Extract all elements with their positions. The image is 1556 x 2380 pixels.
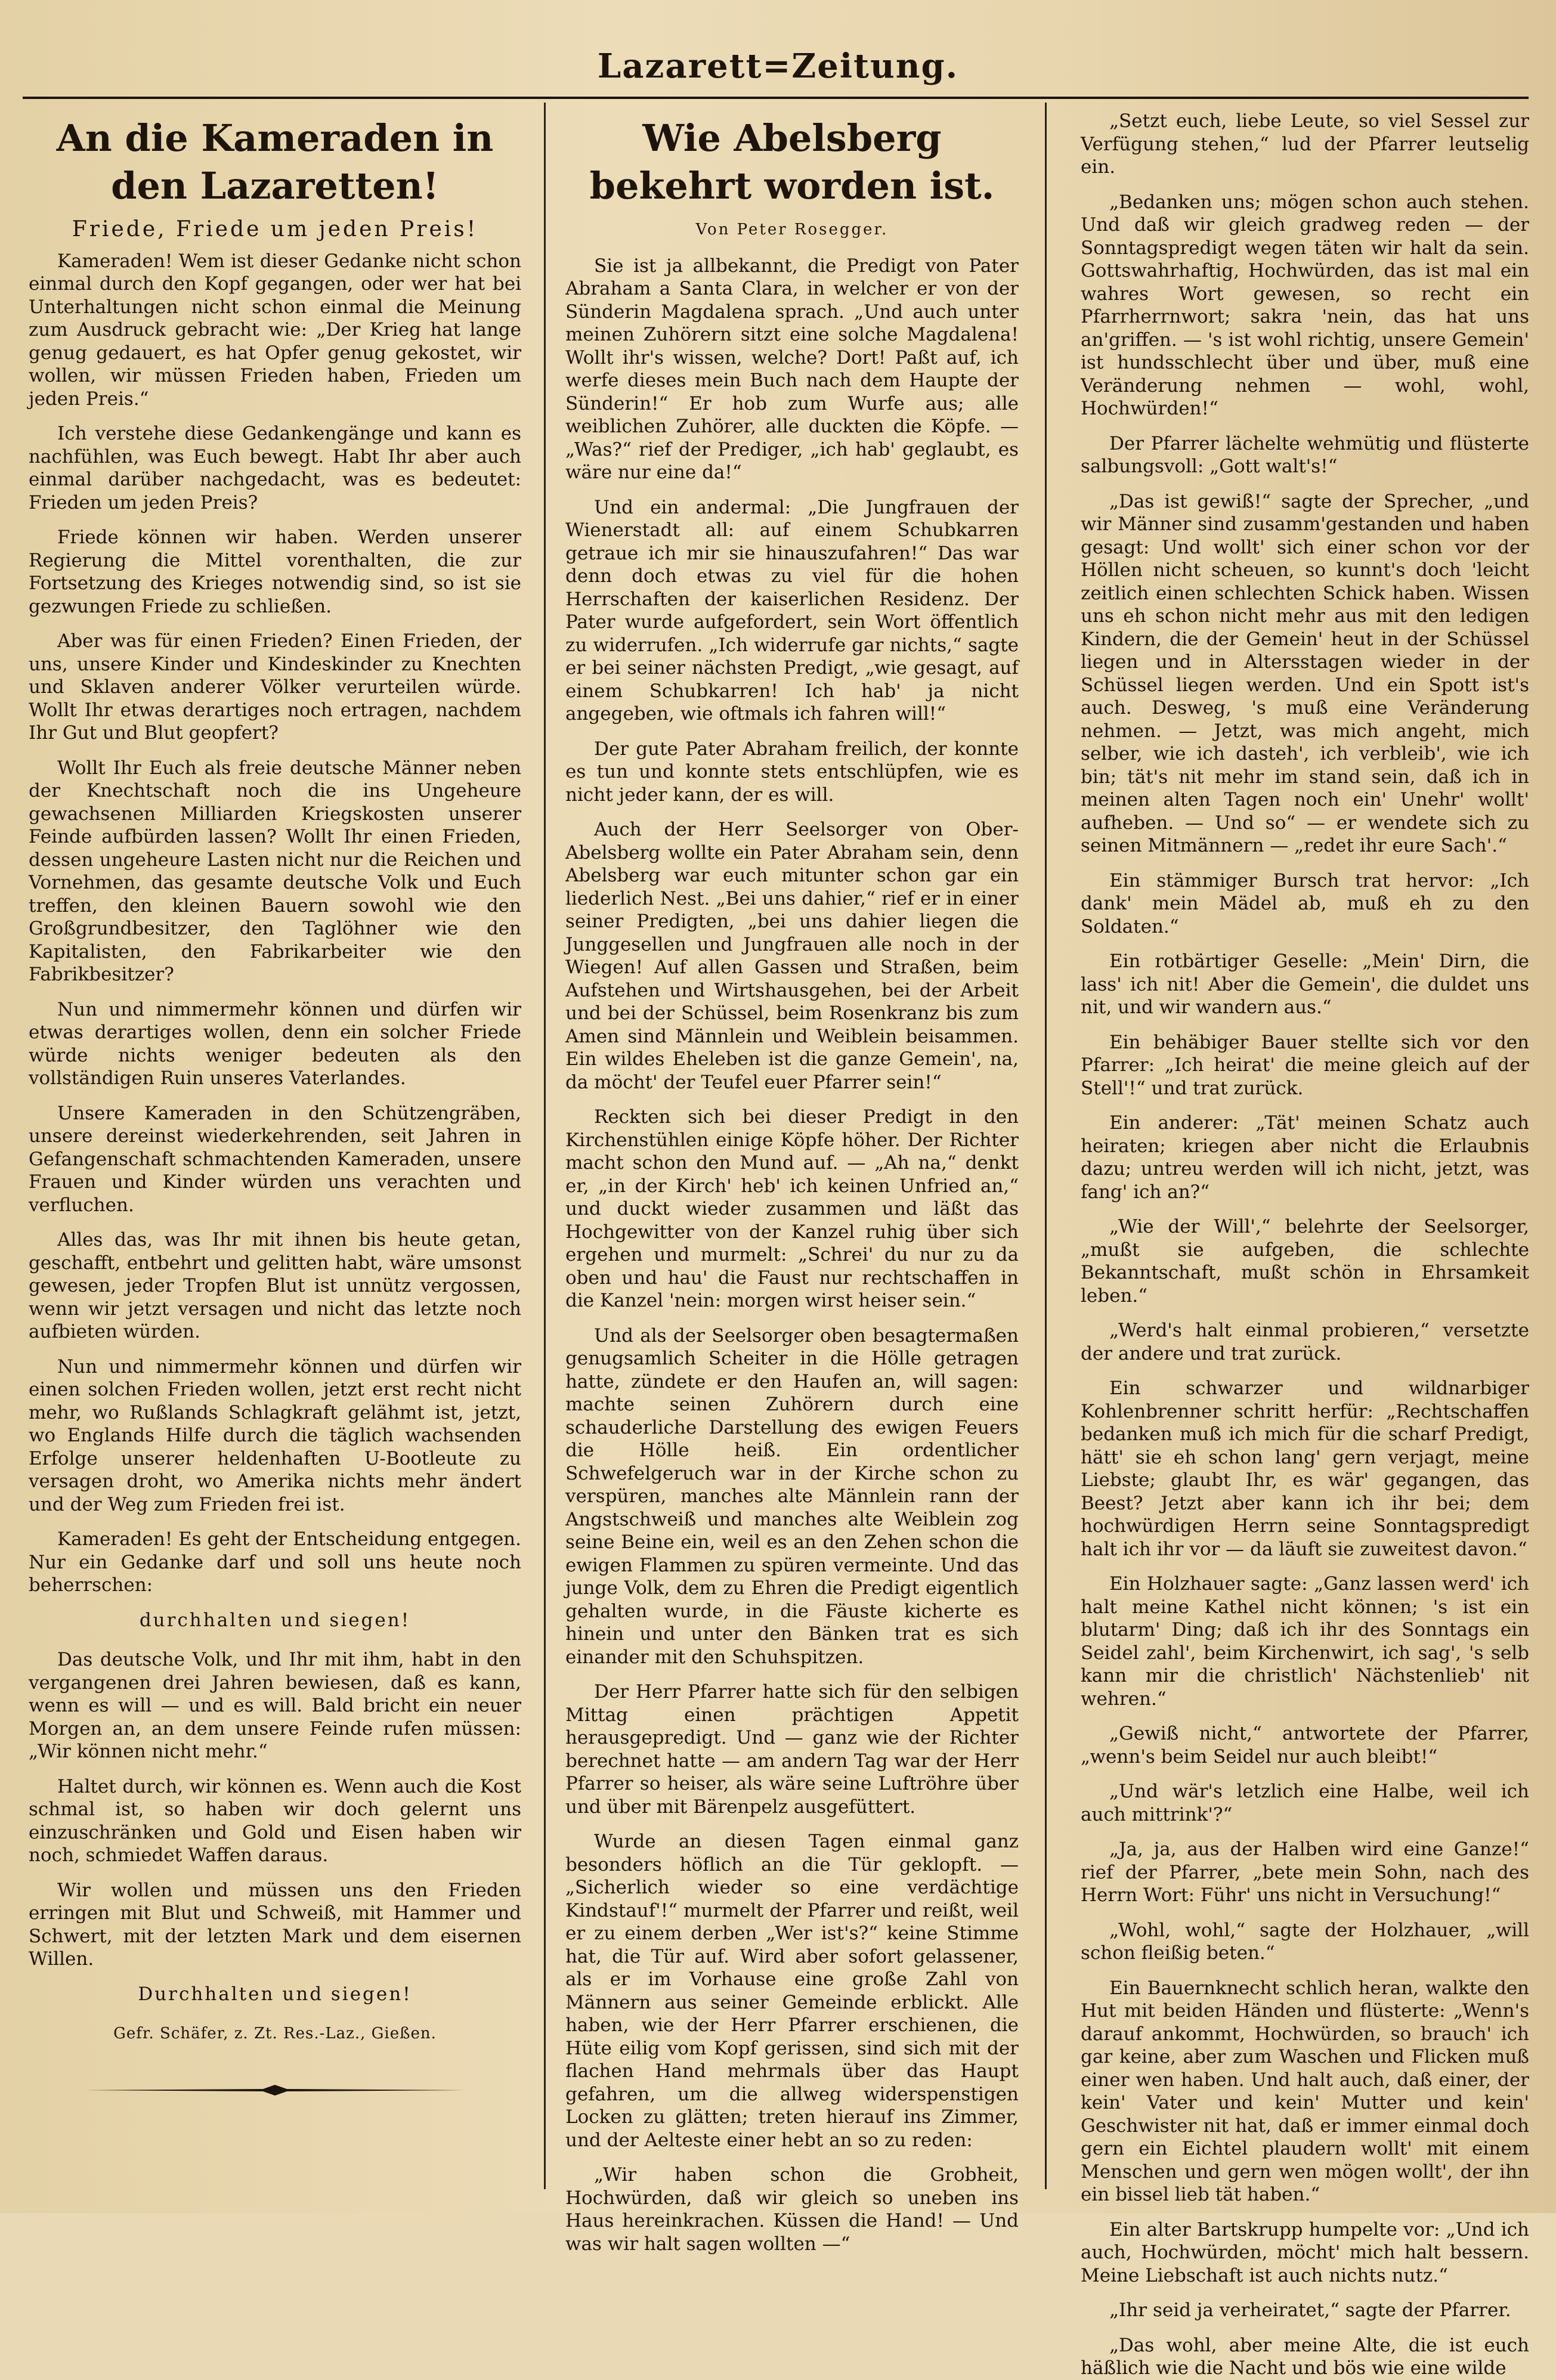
article2-paragraph: Der Pfarrer lächelte wehmütig und flüsterte salbungsvoll: „Gott walt's!“ — [1081, 432, 1529, 477]
column-1 — [29, 110, 521, 2177]
article2-paragraph: „Setzt euch, liebe Leute, so viel Sessel zur Verfügung stehen,“ lud der Pfarrer leutselig ein. — [1081, 110, 1529, 178]
article2-byline: Von Peter Rosegger. — [695, 221, 889, 239]
article1-subtitle: Friede, Friede um jeden Preis! — [72, 217, 478, 242]
article2-paragraph: Ein schwarzer und wildnarbiger Kohlenbrenner schritt herfür: „Rechtschaffen bedanken muß ich mich für die scharf Predigt, hätt' sie eh schon lang' gern verjagt, meine Liebste; glaubt Ihr, es wär' gegangen, das Beest? Jetzt aber kann ich ihr bei; dem hochwürdigen Herrn seine Sonntagspredigt halt ich ihr vor — da läuft sie zuweitest davon.“ — [1081, 1378, 1529, 1560]
article2-paragraph: Der Herr Pfarrer hatte sich für den selbigen Mittag einen prächtigen Appetit herausgepredigt. Und — ganz wie der Richter berechnet hatte — am andern Tag war der Herr Pfarrer so heiser, als wäre seine Luftröhre über und über mit Bärenpelz ausgefüttert. — [565, 1681, 1019, 1818]
article2-paragraph: „Und wär's letzlich eine Halbe, weil ich auch mittrink'?“ — [1081, 1781, 1529, 1825]
article1-paragraph: Das deutsche Volk, und Ihr mit ihm, habt in den vergangenen drei Jahren bewiesen, daß es kann, wenn es will — und es will. Bald bricht ein neuer Morgen an, an dem unsere Feinde rufen müssen: „Wir können nicht mehr.“ — [29, 1649, 521, 1762]
article1-title: An die Kameraden in den Lazaretten! — [56, 116, 494, 208]
article2-paragraph: „Ja, ja, aus der Halben wird eine Ganze!“ rief der Pfarrer, „bete mein Sohn, nach des Herrn Wort: Führ' uns nicht in Versuchung!“ — [1081, 1839, 1529, 1906]
article1-paragraph: Kameraden! Es geht der Entscheidung entgegen. Nur ein Gedanke darf und soll uns heute noch beherrschen: — [29, 1528, 521, 1596]
article1-paragraph: Wollt Ihr Euch als freie deutsche Männer neben der Knechtschaft noch die ins Ungeheure gewachsenen Milliarden Kriegskosten unserer Feinde aufbürden lassen? Wollt Ihr einen Frieden, dessen ungeheure Lasten nicht nur die Reichen und Vornehmen, das gesamte deutsche Volk und Euch treffen, den kleinen Bauern sowohl wie den Großgrundbesitzer, den Taglöhner wie den Kapitalisten, den Fabrikarbeiter wie den Fabrikbesitzer? — [29, 757, 521, 985]
article2-paragraph: „Das wohl, aber meine Alte, die ist euch häßlich wie die Nacht und bös wie eine wilde — [1081, 2334, 1529, 2379]
article1-paragraph: Nun und nimmermehr können und dürfen wir einen solchen Frieden wollen, jetzt erst recht nicht mehr, wo Rußlands Schlagkraft gelähmt ist, jetzt, wo Englands Hilfe durch die täglich wachsenden Erfolge unserer heldenhaften U-Bootleute zu versagen droht, wo Amerika nichts mehr ändert und der Weg zum Frieden frei ist. — [29, 1355, 521, 1515]
column-divider-right — [1045, 103, 1047, 2189]
article2-title: Wie Abelsberg bekehrt worden ist. — [589, 116, 995, 208]
article1-paragraph: Wir wollen und müssen uns den Frieden erringen mit Blut und Schweiß, mit Hammer und Schwert, mit der letzten Mark und dem eisernen Willen. — [29, 1879, 521, 1970]
article2-paragraph: Sie ist ja allbekannt, die Predigt von Pater Abraham a Santa Clara, in welcher er von der Sünderin Magdalena sprach. „Und auch unter meinen Zuhörern sitzt eine solche Magdalena! Wollt ihr's wissen, welche? Dort! Paßt auf, ich werfe dieses mein Buch nach dem Haupte der Sünderin!“ Er hob zum Wurfe aus; alle weiblichen Zuhörer, alle duckten die Köpfe. — „Was?“ rief der Prediger, „ich hab' geglaubt, es wäre nur eine da!“ — [565, 255, 1019, 483]
article1-paragraph: Friede können wir haben. Werden unserer Regierung die Mittel vorenthalten, die zur Fortsetzung des Krieges notwendig sind, so ist sie gezwungen Friede zu schließen. — [29, 527, 521, 617]
masthead: Lazarett=Zeitung. — [597, 47, 959, 86]
article1-signature: Gefr. Schäfer, z. Zt. Res.-Laz., Gießen. — [113, 2025, 437, 2042]
article2-paragraph: „Ihr seid ja verheiratet,“ sagte der Pfarrer. — [1109, 2299, 1511, 2321]
article2-paragraph: Reckten sich bei dieser Predigt in den Kirchenstühlen einige Köpfe höher. Der Richter macht schon den Mund auf. — „Ah na,“ denkt er, „in der Kirch' heb' ich keinen Unfried an,“ und duckt wieder zusammen und läßt das Hochgewitter von der Kanzel ruhig über sich ergehen und murmelt: „Schrei' du nur zu da oben und hau' die Faust nur rechtschaffen in die Kanzel 'nein: morgen wirst heiser sein.“ — [565, 1106, 1019, 1311]
article2-paragraph: Der gute Pater Abraham freilich, der konnte es tun und konnte stets entschlüpfen, wie es nicht jeder kann, der es will. — [565, 738, 1019, 806]
article1-paragraph: Unsere Kameraden in den Schützengräben, unsere dereinst wiederkehrenden, seit Jahren in Gefangenschaft schmachtenden Kameraden, unsere Frauen und Kinder würden uns verachten und verfluchen. — [29, 1102, 521, 1216]
article1-slogan: durchhalten und siegen! — [139, 1609, 411, 1631]
article2-paragraph: Ein anderer: „Tät' meinen Schatz auch heiraten; kriegen aber nicht die Erlaubnis dazu; untreu werden will ich nicht, jetzt, was fang' ich an?“ — [1081, 1112, 1529, 1203]
article2-paragraph: „Wie der Will',“ belehrte der Seelsorger, „mußt sie aufgeben, die schlechte Bekanntschaft, mußt schön in Ehrsamkeit leben.“ — [1081, 1216, 1529, 1307]
article2-paragraph: „Wohl, wohl,“ sagte der Holzhauer, „will schon fleißig beten.“ — [1081, 1919, 1529, 1964]
article2-paragraph: Und als der Seelsorger oben besagtermaßen genugsamlich Scheiter in die Hölle getragen hatte, zündete er den Haufen an, will sagen: machte seinen Zuhörern durch eine schauderliche Darstellung des ewigen Feuers die Hölle heiß. Ein ordentlicher Schwefelgeruch war in der Kirche schon zu verspüren, manches alte Männlein rann der Angstschweiß und manches alte Weiblein zog seine Beine ein, weil es an den Zehen schon die ewigen Flammen zu spüren vermeinte. Und das junge Volk, dem zu Ehren die Predigt eigentlich gehalten wurde, in die Fäuste kicherte es hinein und unter den Bänken trat es sich einander mit den Schuhspitzen. — [565, 1324, 1019, 1668]
article2-paragraph: „Werd's halt einmal probieren,“ versetzte der andere und trat zurück. — [1081, 1320, 1529, 1364]
article1-closing: Durchhalten und siegen! — [138, 1983, 412, 2005]
article2-paragraph: Ein rotbärtiger Geselle: „Mein' Dirn, die lass' ich nit! Aber die Gemein', die duldet uns nit, und wir wandern aus.“ — [1081, 951, 1529, 1018]
article2-paragraph: Ein alter Bartskrupp humpelte vor: „Und ich auch, Hochwürden, möcht' mich halt bessern. Meine Liebschaft ist auch nichts nutz.“ — [1081, 2218, 1529, 2286]
article2-paragraph: „Das ist gewiß!“ sagte der Sprecher, „und wir Männer sind zusamm'gestanden und haben gesagt: Und wollt' sich einer schon vor der Höllen nicht scheuen, so kunnt's doch 'leicht zeitlich einen schlechten Schick haben. Wissen uns eh schon nicht mehr aus mit den ledigen Kindern, die der Gemein' heut in der Schüssel liegen und in Altersstagen wieder in der Schüssel liegen werden. Und ein Spott ist's auch. Desweg, 's muß eine Veränderung nehmen. — Jetzt, was mich angeht, mich selber, wie ich dasteh', ich verbleib', wie ich bin; tät's nit mehr im stand sein, daß ich in meinen alten Tagen noch ein' Unehr' wollt' aufheben. — Und so“ — er wendete sich zu seinen Mitmännern — „redet ihr eure Sach'.“ — [1081, 490, 1529, 856]
article1-paragraph: Nun und nimmermehr können und dürfen wir etwas derartiges wollen, denn ein solcher Friede würde nichts weniger bedeuten als den vollständigen Ruin unseres Vaterlandes. — [29, 998, 521, 1089]
article2-paragraph: Ein Bauernknecht schlich heran, walkte den Hut mit beiden Händen und flüsterte: „Wenn's darauf ankommt, Hochwürden, so brauch' ich gar keine, aber zum Waschen und Flicken muß einer wen haben. Und halt auch, daß einer, der kein' Vater und kein' Mutter und kein' Geschwister nit hat, daß er immer einmal doch gern ein Eichtel plaudern wollt' mit einem Menschen und gern wen mögen wollt', der ihn ein bissel lieb tät haben.“ — [1081, 1977, 1529, 2205]
article1-paragraph: Ich verstehe diese Gedankengänge und kann es nachfühlen, was Euch bewegt. Habt Ihr aber auch einmal darüber nachgedacht, was es bedeutet: Frieden um jeden Preis? — [29, 423, 521, 513]
column-3 — [1081, 110, 1529, 2379]
article1-paragraph: Alles das, was Ihr mit ihnen bis heute getan, geschafft, entbehrt und gelitten habt, wäre umsonst gewesen, jeder Tropfen Blut ist unnütz vergossen, wenn wir jetzt versagen und nicht das letzte noch aufbieten würden. — [29, 1229, 521, 1342]
article2-paragraph: „Bedanken uns; mögen schon auch stehen. Und daß wir gleich gradweg reden — der Sonntagspredigt wegen täten wir halt da sein. Gottswahrhaftig, Hochwürden, das ist mal ein wahres Wort gewesen, so recht ein Pfarrherrnwort; sakra 'nein, das hat uns an'griffen. — 's ist wohl richtig, unsere Gemein' ist hundsschlecht über und über, muß eine Veränderung nehmen — wohl, wohl, Hochwürden!“ — [1081, 191, 1529, 419]
article2-paragraph: Auch der Herr Seelsorger von Ober-Abelsberg wollte ein Pater Abraham sein, denn Abelsberg war euch mitunter schon gar ein liederlich Nest. „Bei uns dahier,“ rief er in einer seiner Predigten, „bei uns dahier liegen die Junggesellen und Jungfrauen alle noch in der Wiegen! Auf allen Gassen und Straßen, beim Aufstehen und Wirtshausgehen, bei der Arbeit und bei der Schüssel, beim Rosenkranz bis zum Amen sind Männlein und Weiblein beisammen. Ein wildes Eheleben ist die ganze Gemein', na, da möcht' der Teufel euer Pfarrer sein!“ — [565, 819, 1019, 1093]
article2-paragraph: Ein Holzhauer sagte: „Ganz lassen werd' ich halt meine Kathel nicht können; 's ist ein blutarm' Ding; daß ich ihr des Sonntags ein Seidel zahl', beim Kirchenwirt, ich sag', 's selb kann mir die christlich' Nächstenlieb' nit wehren.“ — [1081, 1573, 1529, 1710]
article2-paragraph: Ein behäbiger Bauer stellte sich vor den Pfarrer: „Ich heirat' die meine gleich auf der Stell'!“ und trat zurück. — [1081, 1031, 1529, 1099]
article2-paragraph: „Wir haben schon die Grobheit, Hochwürden, daß wir gleich so uneben ins Haus hereinkrachen. Küssen die Hand! — Und was wir halt sagen wollten —“ — [565, 2164, 1019, 2255]
article2-paragraph: „Gewiß nicht,“ antwortete der Pfarrer, „wenn's beim Seidel nur auch bleibt!“ — [1081, 1723, 1529, 1768]
column-2 — [565, 110, 1019, 2255]
article2-paragraph: Wurde an diesen Tagen einmal ganz besonders höflich an die Tür geklopft. — „Sicherlich wieder so eine verdächtige Kindstauf'!“ murmelt der Pfarrer und reißt, weil er zu einem derben „Wer ist's?“ keine Stimme hat, die Tür auf. Wird aber sofort gelassener, als er im Vorhause eine große Zahl von Männern aus seiner Gemeinde erblickt. Alle haben, wie der Herr Pfarrer erschienen, die Hüte eilig vom Kopf gerissen, sind sich mit der flachen Hand mehrmals über das Haupt gefahren, um die allweg widerspenstigen Locken zu glätten; treten hierauf ins Zimmer, und der Aelteste einer hebt an so zu reden: — [565, 1831, 1019, 2151]
article2-paragraph: Ein stämmiger Bursch trat hervor: „Ich dank' mein Mädel ab, muß eh zu den Soldaten.“ — [1081, 869, 1529, 937]
article2-paragraph: Und ein andermal: „Die Jungfrauen der Wienerstadt all: auf einem Schubkarren getraue ich mir sie hinauszufahren!“ Das war denn doch etwas zu viel für die hohen Herrschaften der kaiserlichen Residenz. Der Pater wurde aufgefordert, sein Wort öffentlich zu widerrufen. „Ich widerrufe gar nichts,“ sagte er bei seiner nächsten Predigt, „wie gesagt, auf einem Schubkarren! Ich hab' ja nicht angegeben, wie oftmals ich fahren will!“ — [565, 496, 1019, 725]
article1-paragraph: Aber was für einen Frieden? Einen Frieden, der uns, unsere Kinder und Kindeskinder zu Knechten und Sklaven anderer Völker verurteilen würde. Wollt Ihr etwas derartiges noch ertragen, nachdem Ihr Gut und Blut geopfert? — [29, 630, 521, 744]
ornament-divider — [84, 2081, 466, 2099]
column-divider-left — [544, 103, 546, 2189]
article1-paragraph: Kameraden! Wem ist dieser Gedanke nicht schon einmal durch den Kopf gegangen, oder wer hat bei Unterhaltungen nicht schon einmal die Meinung zum Ausdruck gebracht wie: „Der Krieg hat lange genug gedauert, es hat Opfer genug gekostet, wir wollen, wir müssen Frieden haben, Frieden um jeden Preis.“ — [29, 250, 521, 410]
article1-paragraph: Haltet durch, wir können es. Wenn auch die Kost schmal ist, so haben wir doch gelernt uns einzuschränken und Gold und Eisen haben wir noch, schmiedet Waffen daraus. — [29, 1775, 521, 1866]
masthead-rule — [23, 97, 1529, 99]
